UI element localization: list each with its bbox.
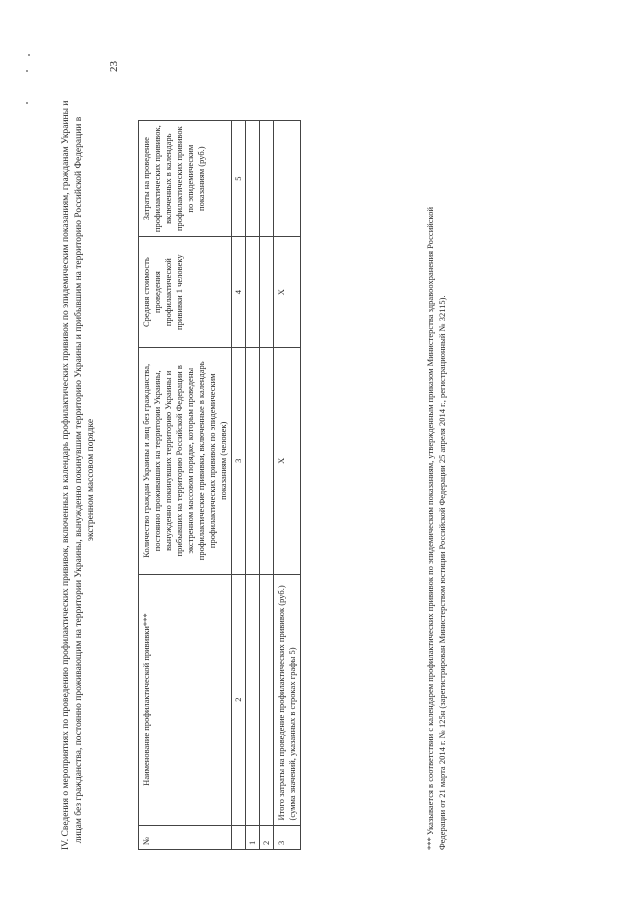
header-vaccination-name: Наименование профилактической прививки*** bbox=[139, 574, 232, 825]
footnote-line-1: *** Указывается в соответствии с календарем профилактических прививок по эпидемическим показаниям, утвержденным приказом Министерства здравоохранения Российской bbox=[425, 206, 435, 850]
table-row bbox=[246, 121, 260, 850]
vaccination-costs-table bbox=[138, 120, 301, 850]
scan-speck bbox=[26, 102, 28, 104]
section-heading bbox=[60, 100, 98, 850]
row-3-avg-cost-x: X bbox=[274, 237, 301, 348]
column-number-5: 5 bbox=[232, 121, 246, 237]
header-total-costs: Затраты на проведение профилактических прививок, включенных в календарь профилактических прививок по эпидемическим показаниям (руб.) bbox=[139, 121, 232, 237]
heading-line-1: IV. Сведения о мероприятиях по проведению профилактических прививок, включенных в календарь профилактических прививок по эпидемическим показаниям, гражданам Украины и bbox=[61, 100, 71, 850]
header-number: № bbox=[139, 825, 232, 849]
footnote bbox=[424, 206, 448, 850]
table-row-total bbox=[274, 121, 301, 850]
row-1-name bbox=[246, 574, 260, 825]
footnote-line-2: Федерации от 21 марта 2014 г. № 125н (зарегистрирован Министерством юстиции Российской Федерации 25 апреля 2014 г., регистрационный № 32115). bbox=[437, 295, 447, 850]
row-2-total bbox=[260, 121, 274, 237]
column-number-3: 3 bbox=[232, 347, 246, 574]
table-header-row bbox=[139, 121, 232, 850]
header-persons-count: Количество граждан Украины и лиц без гражданства, постоянно проживавших на территории Украины, вынужденно покинувших территорию Украины и прибывших на территорию Российской Федерации в экстренном массовом порядке, которым проведены профилактические прививки, включенные в календарь профилактических прививок по эпидемическим показаниям (человек) bbox=[139, 347, 232, 574]
row-1-number: 1 bbox=[246, 825, 260, 849]
rotated-page bbox=[20, 12, 620, 892]
row-2-name bbox=[260, 574, 274, 825]
column-number-row bbox=[232, 121, 246, 850]
row-1-count bbox=[246, 347, 260, 574]
page-number: 23 bbox=[108, 61, 120, 72]
heading-line-2: лицам без гражданства, постоянно проживающим на территории Украины, вынужденно покинувшим территорию Украины и прибывшим на территорию Российской Федерации в bbox=[73, 116, 84, 844]
row-2-count bbox=[260, 347, 274, 574]
scan-speck bbox=[28, 54, 30, 56]
row-1-avg-cost bbox=[246, 237, 260, 348]
row-1-total bbox=[246, 121, 260, 237]
table-row bbox=[260, 121, 274, 850]
header-average-cost: Средняя стоимость проведения профилактической прививки 1 человеку bbox=[139, 237, 232, 348]
column-number-2: 2 bbox=[232, 574, 246, 825]
row-3-label: Итого затраты на проведение профилактических прививок (руб.) (сумма значений, указанных в строках графы 5) bbox=[274, 574, 301, 825]
column-number-1 bbox=[232, 825, 246, 849]
row-3-number: 3 bbox=[274, 825, 301, 849]
row-3-count-x: X bbox=[274, 347, 301, 574]
scan-speck bbox=[26, 70, 28, 72]
row-3-total bbox=[274, 121, 301, 237]
heading-line-3: экстренном массовом порядке bbox=[86, 418, 96, 542]
row-2-number: 2 bbox=[260, 825, 274, 849]
column-number-4: 4 bbox=[232, 237, 246, 348]
row-2-avg-cost bbox=[260, 237, 274, 348]
